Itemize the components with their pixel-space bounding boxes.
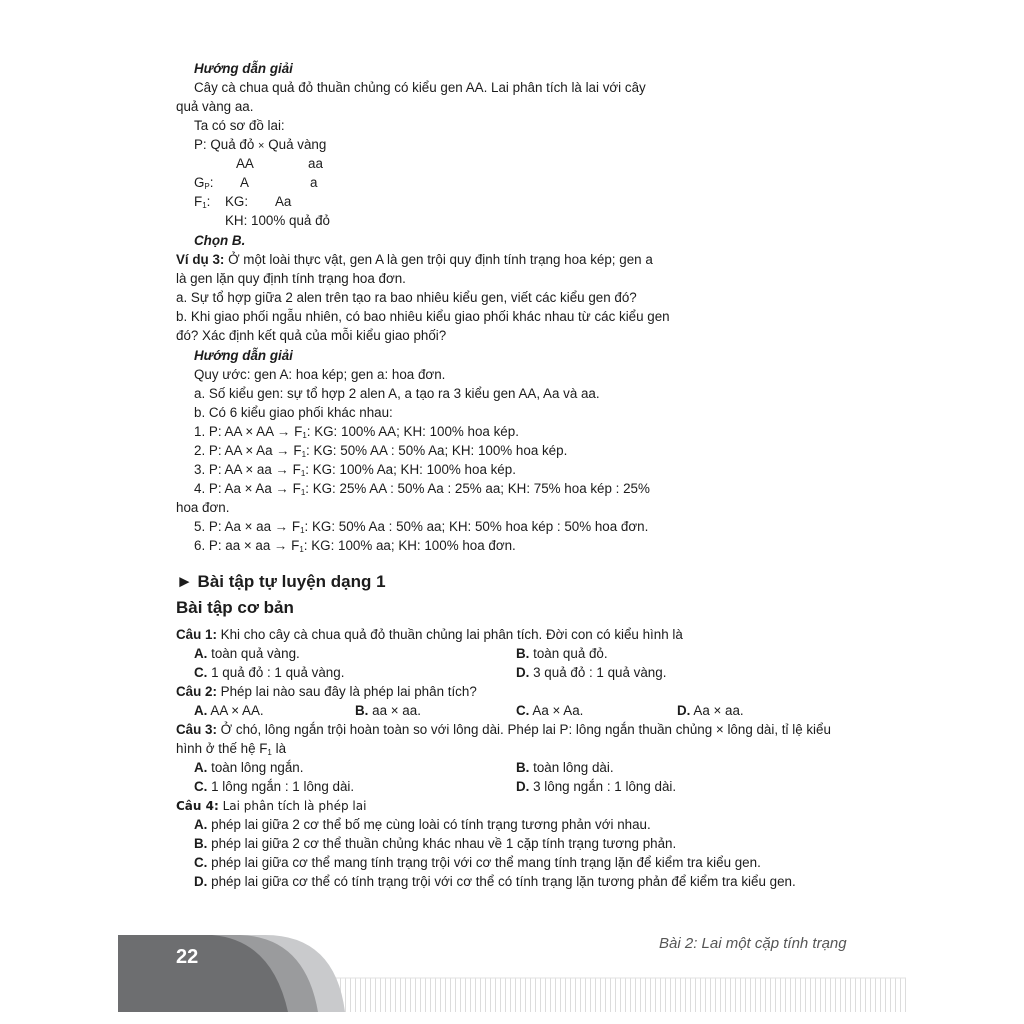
option-d: D. 3 quả đỏ : 1 quả vàng. — [516, 665, 667, 680]
f1-label: $F_1$: — [194, 194, 211, 210]
cross-item-continuation: hoa đơn. — [176, 500, 230, 515]
page-number: 22 — [176, 946, 199, 968]
gamete-left: A — [240, 175, 249, 190]
example-question-line: Ví dụ 3: Ở một loài thực vật, gen A là gen trội quy định tính trạng hoa kép; gen a — [176, 252, 653, 267]
genotype-right: aa — [308, 156, 323, 171]
answer-choice: Chọn B. — [194, 233, 246, 248]
footer-stripes — [300, 978, 906, 1012]
cross-item: 4. P: $Aa \times Aa \to F_1$: KG: 25% AA : 50% Aa : 25% aa; KH: 75% hoa kép : 25% — [194, 481, 650, 497]
gamete-label: $G_P$: — [194, 175, 214, 191]
cross-parent-line — [194, 136, 326, 155]
option-b: B. aa × aa. — [355, 703, 421, 718]
question-4: Câu 4: Lai phân tích là phép lai — [176, 799, 367, 813]
f1-kg-value: Aa — [275, 194, 292, 209]
genotype-left: AA — [236, 156, 254, 171]
option-c: C. 1 quả đỏ : 1 quả vàng. — [194, 665, 345, 680]
solution-text-line: a. Số kiểu gen: sự tổ hợp 2 alen A, a tạo ra 3 kiểu gen AA, Aa và aa. — [194, 386, 600, 401]
example-question-b: b. Khi giao phối ngẫu nhiên, có bao nhiêu kiểu giao phối khác nhau từ các kiểu gen — [176, 309, 670, 324]
question-3: Câu 3: Ở chó, lông ngắn trội hoàn toàn so với lông dài. Phép lai P: lông ngắn thuần chủng × lông dài, tỉ lệ kiểu — [176, 722, 831, 737]
option-c: C. 1 lông ngắn : 1 lông dài. — [194, 779, 355, 794]
example-question-a: a. Sự tổ hợp giữa 2 alen trên tạo ra bao nhiêu kiểu gen, viết các kiểu gen đó? — [176, 290, 637, 305]
solution-text-line: b. Có 6 kiểu giao phối khác nhau: — [194, 405, 393, 420]
option-a: A. AA × AA. — [194, 703, 264, 718]
cross-item: 5. P: Aa × aa → $F_1$: KG: 50% Aa : 50% aa; KH: 50% hoa kép : 50% hoa đơn. — [194, 519, 649, 535]
f1-kg-label: KG: — [225, 194, 249, 209]
question-1: Câu 1: Khi cho cây cà chua quả đỏ thuần chủng lai phân tích. Đời con có kiểu hình là — [176, 627, 683, 642]
solution-text-line: quả vàng aa. — [176, 99, 254, 114]
cross-parent-right: Quả vàng — [268, 137, 327, 152]
option-a: A. toàn lông ngắn. — [194, 760, 304, 775]
option-b: B. toàn lông dài. — [516, 760, 614, 775]
cross-symbol: × — [258, 140, 265, 152]
solution-heading: Hướng dẫn giải — [194, 348, 293, 363]
option-b: B. toàn quả đỏ. — [516, 646, 608, 661]
solution-text-line: Cây cà chua quả đỏ thuần chủng có kiểu gen AA. Lai phân tích là lai với cây — [194, 80, 646, 95]
question-2: Câu 2: Phép lai nào sau đây là phép lai phân tích? — [176, 684, 477, 699]
solution-text-line: Ta có sơ đồ lai: — [194, 118, 285, 133]
question-3-cont: hình ở thế hệ $F_1$ là — [176, 741, 287, 757]
option-c: C. Aa × Aa. — [516, 703, 584, 718]
section-title: ► Bài tập tự luyện dạng 1 — [176, 572, 386, 591]
cross-item: 3. P: AA × aa → $F_1$: KG: 100% Aa; KH: 100% hoa kép. — [194, 462, 516, 478]
section-subtitle: Bài tập cơ bản — [176, 598, 294, 617]
option-d: D. Aa × aa. — [677, 703, 744, 718]
option-d: D. phép lai giữa cơ thể có tính trạng trội với cơ thể có tính trạng lặn tương phản để kiểm tra kiểu gen. — [194, 874, 796, 889]
option-a: A. phép lai giữa 2 cơ thể bố mẹ cùng loài có tính trạng tương phản với nhau. — [194, 817, 651, 832]
cross-parent-left: P: Quả đỏ — [194, 137, 255, 152]
option-a: A. toàn quả vàng. — [194, 646, 300, 661]
solution-heading: Hướng dẫn giải — [194, 61, 293, 76]
cross-item: 6. P: aa × aa → $F_1$: KG: 100% aa; KH: 100% hoa đơn. — [194, 538, 516, 554]
solution-text-line: Quy ước: gen A: hoa kép; gen a: hoa đơn. — [194, 367, 446, 382]
cross-item: 1. P: AA × AA → $F_1$: KG: 100% AA; KH: 100% hoa kép. — [194, 424, 519, 440]
f1-kh: KH: 100% quả đỏ — [225, 213, 330, 228]
example-question-b: đó? Xác định kết quả của mỗi kiểu giao phối? — [176, 328, 447, 343]
footer-decoration — [0, 900, 1024, 1024]
option-b: B. phép lai giữa 2 cơ thể thuần chủng khác nhau về 1 cặp tính trạng tương phản. — [194, 836, 677, 851]
cross-item: 2. P: AA × $Aa \to F_1$: KG: 50% AA : 50% Aa; KH: 100% hoa kép. — [194, 443, 568, 459]
example-question-line: là gen lặn quy định tính trạng hoa đơn. — [176, 271, 406, 286]
option-c: C. phép lai giữa cơ thể mang tính trạng trội với cơ thể mang tính trạng lặn để kiểm tra kiểu gen. — [194, 855, 761, 870]
option-d: D. 3 lông ngắn : 1 lông dài. — [516, 779, 677, 794]
gamete-right: a — [310, 175, 318, 190]
running-head: Bài 2: Lai một cặp tính trạng — [659, 935, 847, 952]
